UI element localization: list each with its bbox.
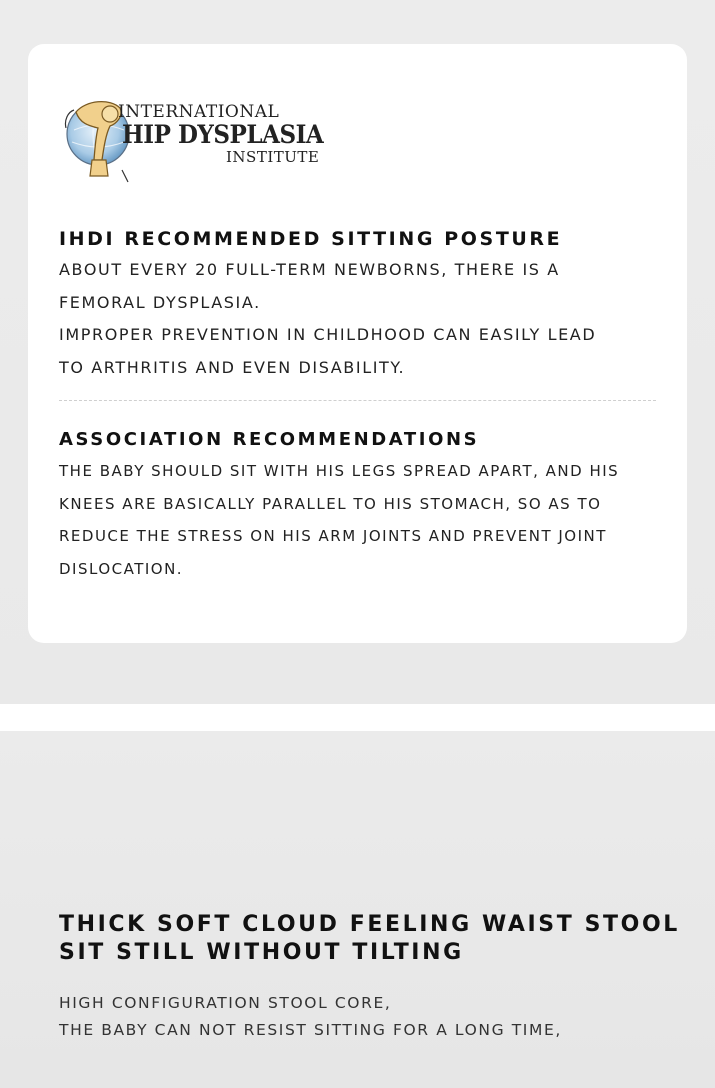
body-line: DISLOCATION. bbox=[59, 559, 184, 578]
body-line: ABOUT EVERY 20 FULL-TERM NEWBORNS, THERE IS A bbox=[59, 260, 560, 279]
body-line: FEMORAL DYSPLASIA. bbox=[59, 292, 261, 312]
promo-title-line: SIT STILL WITHOUT TILTING bbox=[59, 940, 464, 965]
section-divider bbox=[59, 400, 656, 401]
body-line: KNEES ARE BASICALLY PARALLEL TO HIS STOMACH, SO AS TO bbox=[59, 494, 602, 513]
promo-panel bbox=[0, 731, 715, 1088]
promo-title bbox=[59, 911, 680, 967]
section-title-recommendations: ASSOCIATION RECOMMENDATIONS bbox=[59, 429, 480, 450]
promo-body-line: THE BABY CAN NOT RESIST SITTING FOR A LONG TIME, bbox=[59, 1021, 562, 1039]
body-line: REDUCE THE STRESS ON HIS ARM JOINTS AND PREVENT JOINT bbox=[59, 527, 607, 546]
logo-line-international: INTERNATIONAL bbox=[118, 102, 280, 122]
body-line: TO ARTHRITIS AND EVEN DISABILITY. bbox=[59, 357, 406, 377]
logo-line-institute: INSTITUTE bbox=[226, 148, 320, 166]
body-line: IMPROPER PREVENTION IN CHILDHOOD CAN EASILY LEAD bbox=[59, 325, 597, 345]
promo-title-line: THICK SOFT CLOUD FEELING WAIST STOOL bbox=[59, 912, 680, 937]
logo-line-hip-dysplasia: HIP DYSPLASIA bbox=[122, 120, 324, 149]
promo-body-line: HIGH CONFIGURATION STOOL CORE, bbox=[59, 994, 392, 1012]
ihdi-logo bbox=[62, 90, 352, 190]
promo-body bbox=[59, 990, 562, 1044]
section-body-sitting-posture bbox=[59, 254, 596, 384]
body-line: THE BABY SHOULD SIT WITH HIS LEGS SPREAD APART, AND HIS bbox=[59, 462, 620, 480]
section-body-recommendations bbox=[59, 455, 619, 585]
section-title-sitting-posture: IHDI RECOMMENDED SITTING POSTURE bbox=[59, 228, 563, 250]
info-card bbox=[28, 44, 687, 643]
